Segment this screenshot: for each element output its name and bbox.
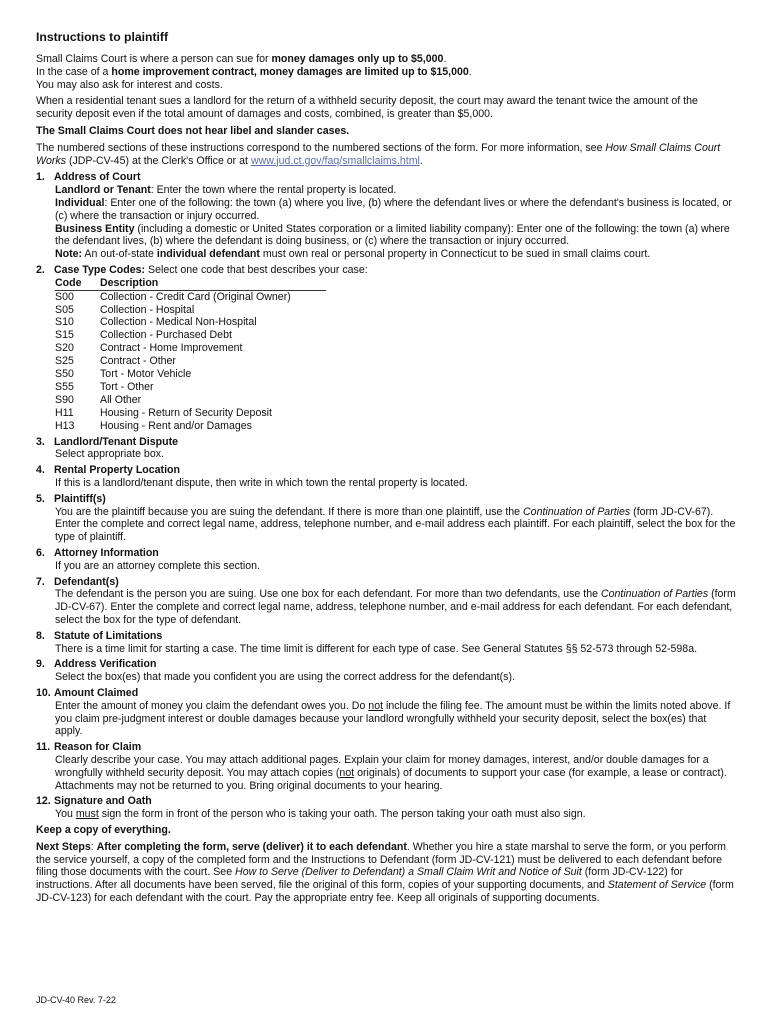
publication-title: How Small Claims Court Works	[36, 141, 721, 167]
body-text: (form JD-CV-123) for each defendant with the court. Pay the appropriate entry fee. Keep all originals of supporting documents.	[36, 879, 734, 904]
publication-title: How to Serve (Deliver to Defendant) a Small Claim Writ and Notice of Suit	[235, 866, 582, 879]
item-text: (including a domestic or United States corporation or a limited liability company): Enter one of the following: the town (a) where the defendant lives, (b) where the defendant is doing business, or (c) where the transaction or injury occurred.	[55, 222, 730, 248]
table-header-row	[55, 277, 326, 290]
section-4	[36, 464, 736, 490]
table-row	[55, 290, 326, 303]
section-heading	[36, 171, 736, 184]
body-text: (form JD-CV-67). Enter the complete and correct legal name, address, telephone number, and e-mail address each plaintiff. For each plaintiff, select the box for the type of plaintiff.	[55, 505, 736, 544]
case-code: S10	[55, 316, 74, 329]
page-title: Instructions to plaintiff	[36, 30, 169, 44]
section-title: Rental Property Location	[54, 464, 180, 477]
section-11	[36, 741, 736, 792]
section-number: 9.	[36, 658, 45, 671]
section-body	[55, 754, 736, 792]
section-8	[36, 630, 736, 656]
case-code: S90	[55, 393, 74, 406]
section-body	[55, 184, 736, 261]
intro-text: You may also ask for interest and costs.	[36, 78, 223, 91]
section-title: Case Type Codes:	[54, 263, 146, 276]
section-5	[36, 493, 736, 544]
form-title: Continuation of Parties	[600, 588, 709, 601]
section-heading	[36, 576, 736, 589]
section-9	[36, 658, 736, 684]
intro-text: .	[443, 53, 447, 65]
section-7	[36, 576, 736, 627]
section-number: 1.	[36, 171, 45, 184]
section-title: Landlord/Tenant Dispute	[54, 435, 178, 448]
body-text: (form JD-CV-67). Enter the complete and correct legal name, address, telephone number, and e-mail address for each defendant. For each defendant, select the box for the type of defendant.	[55, 588, 736, 626]
next-steps-label: Next Steps	[36, 840, 91, 853]
section-heading	[36, 264, 736, 277]
body-text: originals) of documents to support your case (for example, a lease or contract). Attachments may not be returned to you. Bring original documents to your hearing.	[55, 766, 727, 792]
body-text: Clearly describe your case. You may attach additional pages. Explain your claim for money damages, interest, and/or double damages for a wrongfully withheld security deposit. You may attach copies (	[55, 753, 709, 779]
section-heading	[36, 687, 736, 700]
intro-text: The numbered sections of these instructions correspond to the numbered sections of the form. For more information, see	[36, 141, 606, 154]
table-row	[55, 342, 326, 355]
body-text: (form JD-CV-122) for instructions. After all documents have been served, file the original of this form, copies of your supporting documents, and	[36, 866, 684, 892]
item-label: Business Entity	[55, 222, 135, 235]
case-description: Tort - Other	[100, 381, 154, 393]
body-text: You	[55, 808, 76, 821]
section-heading	[36, 795, 736, 808]
table-row	[55, 329, 326, 342]
code-column-header: Code	[55, 277, 100, 290]
section-number: 7.	[36, 575, 45, 588]
section-number: 11.	[36, 741, 51, 754]
case-code: S15	[55, 329, 74, 342]
section-title: Address Verification	[54, 658, 157, 671]
table-row	[55, 368, 326, 381]
case-code: S55	[55, 381, 74, 393]
intro-paragraph-1	[36, 53, 736, 91]
underlined-text: not	[368, 699, 384, 712]
case-code: H11	[55, 406, 74, 419]
section-heading	[36, 741, 736, 754]
case-code: H13	[55, 419, 75, 432]
item-label: Landlord or Tenant	[55, 184, 151, 197]
body-text: . Whether you hire a state marshal to serve the form, or you perform the service yourself, a copy of the completed form and the Instructions to Defendant (form JD-CV-121) must be delivered to each defendant before filing those documents with the court. See	[36, 840, 727, 879]
instructions-content	[36, 30, 736, 909]
section-heading	[36, 493, 736, 506]
form-footer: JD-CV-40 Rev. 7-22	[36, 995, 116, 1005]
section-body	[55, 588, 736, 626]
intro-bold: money damages only up to $5,000	[271, 53, 444, 65]
intro-text: Small Claims Court is where a person can sue for	[36, 53, 272, 65]
table-row	[55, 316, 326, 329]
intro-text: .	[468, 65, 472, 78]
body-text: :	[90, 840, 97, 853]
case-description: Housing - Rent and/or Damages	[100, 419, 252, 432]
item-text: An out-of-state	[82, 248, 157, 261]
case-type-codes-table	[55, 277, 326, 433]
intro-paragraph-3: The Small Claims Court does not hear libel and slander cases.	[36, 124, 350, 137]
table-row	[55, 304, 326, 317]
section-body: Select the box(es) that made you confident you are using the correct address for the defendant(s).	[55, 671, 515, 684]
section-body	[55, 700, 736, 738]
intro-text: In the case of a	[36, 65, 112, 78]
codes-table-body	[55, 290, 326, 432]
section-title: Address of Court	[54, 171, 141, 184]
item-text: must own real or personal property in Connecticut to be sued in small claims court.	[259, 248, 651, 261]
body-text: The defendant is the person you are suing. Use one box for each defendant. For more than two defendants, use the	[55, 588, 601, 601]
smallclaims-link[interactable]: www.jud.ct.gov/faq/smallclaims.html	[250, 154, 420, 167]
section-intro: Select one code that best describes your case:	[145, 263, 368, 276]
section-3	[36, 436, 736, 462]
section-title: Attorney Information	[54, 547, 159, 559]
section-number: 8.	[36, 629, 45, 642]
section-number: 5.	[36, 492, 45, 505]
section-number: 12.	[36, 795, 51, 808]
section-body: Select appropriate box.	[55, 448, 164, 461]
body-text: sign the form in front of the person who is taking your oath. The person taking your oath must also sign.	[98, 808, 586, 821]
landlord-tenant-item	[55, 184, 736, 197]
table-row	[55, 381, 326, 394]
item-text: : Enter one of the following: the town (a) where you live, (b) where the defendant lives or where the defendant's business is located, or (c) where the transaction or injury occurred.	[55, 196, 732, 222]
case-description: Collection - Purchased Debt	[100, 329, 232, 342]
section-body	[55, 808, 736, 821]
keep-copy-notice: Keep a copy of everything.	[36, 823, 171, 836]
body-text: Enter the amount of money you claim the defendant owes you. Do	[55, 699, 369, 712]
table-row	[55, 355, 326, 368]
section-title: Statute of Limitations	[54, 629, 163, 642]
section-title: Plaintiff(s)	[54, 492, 106, 505]
case-description: Tort - Motor Vehicle	[100, 368, 192, 381]
case-description: Collection - Medical Non-Hospital	[100, 316, 257, 329]
intro-bold: home improvement contract, money damages are limited up to $15,000	[111, 65, 469, 78]
section-number: 6.	[36, 547, 45, 559]
underlined-text: not	[339, 766, 355, 779]
section-heading	[36, 436, 736, 449]
section-1	[36, 171, 736, 261]
case-description: Collection - Hospital	[100, 303, 195, 316]
section-12	[36, 795, 736, 821]
section-body	[55, 506, 736, 544]
business-entity-item	[55, 223, 736, 249]
case-code: S25	[55, 355, 74, 368]
case-code: S05	[55, 303, 74, 316]
section-heading	[36, 547, 736, 560]
case-description: Contract - Other	[100, 355, 176, 368]
case-code: S20	[55, 342, 74, 355]
section-title: Amount Claimed	[54, 686, 139, 699]
table-row	[55, 394, 326, 407]
section-6	[36, 547, 736, 573]
body-text: You are the plaintiff because you are suing the defendant. If there is more than one plaintiff, use the	[55, 505, 524, 518]
section-heading	[36, 630, 736, 643]
section-body: If this is a landlord/tenant dispute, then write in which town the rental property is located.	[55, 477, 468, 490]
case-description: All Other	[100, 393, 142, 406]
section-title: Defendant(s)	[54, 575, 119, 588]
intro-text: .	[419, 154, 423, 167]
description-column-header: Description	[100, 277, 326, 290]
section-number: 3.	[36, 435, 45, 448]
intro-paragraph-2: When a residential tenant sues a landlord for the return of a withheld security deposit, the court may award the tenant twice the amount of the security deposit even if the total amount of damages and costs, combined, is greater than $5,000.	[36, 95, 698, 121]
case-description: Collection - Credit Card (Original Owner)	[100, 290, 291, 303]
case-description: Housing - Return of Security Deposit	[100, 406, 272, 419]
item-label: Individual	[55, 196, 105, 209]
section-heading	[36, 658, 736, 671]
section-number: 4.	[36, 464, 45, 477]
case-code: S50	[55, 368, 74, 381]
form-title: Statement of Service	[607, 879, 707, 892]
table-row	[55, 420, 326, 433]
section-title: Reason for Claim	[54, 741, 142, 754]
next-steps-bold: After completing the form, serve (deliver) it to each defendant	[96, 840, 407, 853]
section-number: 2.	[36, 263, 45, 276]
intro-text: (JDP-CV-45) at the Clerk's Office or at	[66, 154, 251, 167]
case-description: Contract - Home Improvement	[100, 342, 243, 355]
note-item	[55, 248, 736, 261]
section-number: 10.	[36, 686, 51, 699]
next-steps-paragraph	[36, 841, 736, 905]
item-text: : Enter the town where the rental property is located.	[150, 184, 397, 197]
item-label: Note:	[55, 248, 83, 261]
form-title: Continuation of Parties	[523, 505, 631, 518]
item-bold: individual defendant	[156, 248, 260, 261]
case-code: S00	[55, 290, 74, 303]
individual-item	[55, 197, 736, 223]
section-2	[36, 264, 736, 433]
underlined-text: must	[75, 808, 99, 821]
section-body: There is a time limit for starting a case. The time limit is different for each type of case. See General Statutes §§ 52-573 through 52-598a.	[55, 642, 698, 655]
intro-paragraph-4	[36, 142, 736, 168]
section-10	[36, 687, 736, 738]
section-title: Signature and Oath	[54, 795, 152, 808]
section-body: If you are an attorney complete this section.	[55, 559, 260, 572]
body-text: include the filing fee. The amount must be within the limits noted above. If you claim pre-judgment interest or double damages because your landlord wrongfully withheld your security deposit, select the box(es) that apply.	[55, 699, 731, 738]
table-row	[55, 407, 326, 420]
section-heading	[36, 464, 736, 477]
